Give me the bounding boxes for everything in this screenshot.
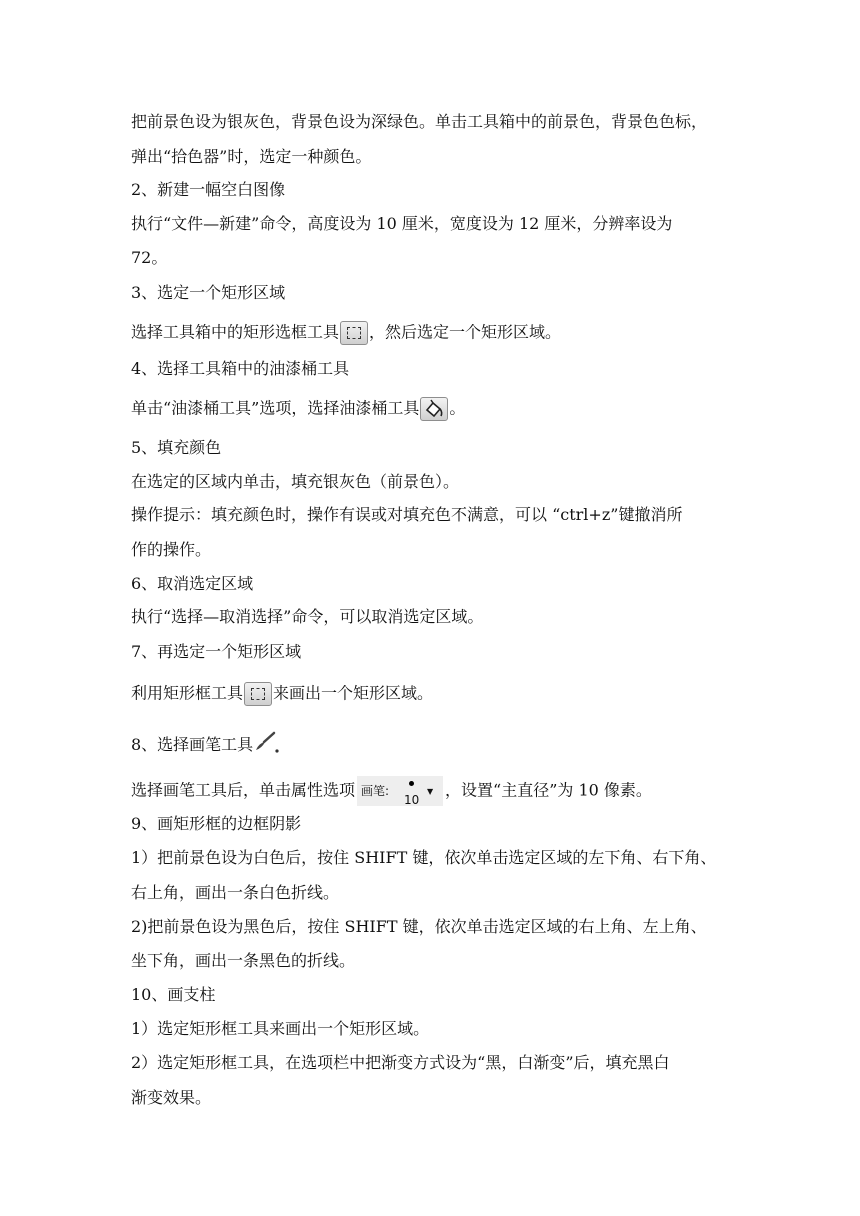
text-line: 执行“文件—新建”命令，高度设为 10 厘米，宽度设为 12 厘米，分辨率设为 <box>131 214 673 233</box>
text-line-with-icon <box>131 776 652 806</box>
text-line: 渐变效果。 <box>131 1088 212 1107</box>
step-heading: 2、新建一幅空白图像 <box>131 180 286 199</box>
step-heading: 5、填充颜色 <box>131 438 222 457</box>
text-line: 在选定的区域内单击，填充银灰色（前景色）。 <box>131 472 460 491</box>
step-heading: 3、选定一个矩形区域 <box>131 283 286 302</box>
rect-marquee-icon <box>340 321 368 345</box>
text-segment: 选择画笔工具后，单击属性选项 <box>131 780 356 800</box>
text-line: 执行“选择—取消选择”命令，可以取消选定区域。 <box>131 607 484 626</box>
step-heading: 7、再选定一个矩形区域 <box>131 642 302 661</box>
text-line: 弹出“拾色器”时，选定一种颜色。 <box>131 147 372 166</box>
text-segment: 利用矩形框工具 <box>131 683 244 703</box>
text-segment: 单击“油漆桶工具”选项，选择油漆桶工具 <box>131 398 420 418</box>
text-line: 72。 <box>131 248 168 267</box>
text-segment: ，然后选定一个矩形区域。 <box>369 322 562 342</box>
text-segment: ，设置“主直径”为 10 像素。 <box>445 780 652 800</box>
step-heading-with-icon <box>131 730 281 761</box>
text-line: 1）把前景色设为白色后，按住 SHIFT 键，依次单击选定区域的左下角、右下角、 <box>131 848 717 867</box>
text-segment: 选择工具箱中的矩形选框工具 <box>131 322 340 342</box>
paint-bucket-icon <box>420 397 448 421</box>
text-line-with-icon <box>131 397 465 421</box>
text-segment: 来画出一个矩形区域。 <box>273 683 434 703</box>
tip-line: 作的操作。 <box>131 540 212 559</box>
step-heading: 9、画矩形框的边框阴影 <box>131 814 302 833</box>
step-heading: 4、选择工具箱中的油漆桶工具 <box>131 359 350 378</box>
step-heading: 10、画支柱 <box>131 985 216 1004</box>
caret-down-icon: ▼ <box>427 787 434 796</box>
rect-marquee-icon <box>244 682 272 706</box>
brush-size-option <box>357 776 443 806</box>
text-line: 1）选定矩形框工具来画出一个矩形区域。 <box>131 1019 430 1038</box>
brush-tip-dot-icon <box>409 781 414 786</box>
text-line: 坐下角，画出一条黑色的折线。 <box>131 951 356 970</box>
text-line: 2）选定矩形框工具，在选项栏中把渐变方式设为“黑，白渐变”后，填充黑白 <box>131 1053 670 1072</box>
step-heading: 6、取消选定区域 <box>131 574 254 593</box>
brush-option-label: 画笔: <box>361 784 390 798</box>
text-line-with-icon <box>131 321 561 345</box>
text-line-with-icon <box>131 682 433 706</box>
brush-icon <box>253 730 281 761</box>
text-line: 把前景色设为银灰色，背景色设为深绿色。单击工具箱中的前景色，背景色色标， <box>131 112 708 131</box>
text-segment: 。 <box>449 398 466 418</box>
text-line: 2)把前景色设为黑色后，按住 SHIFT 键，依次单击选定区域的右上角、左上角、 <box>131 917 707 936</box>
tip-line: 操作提示：填充颜色时，操作有误或对填充色不满意，可以 “ctrl+z”键撤消所 <box>131 505 683 524</box>
text-line: 右上角，画出一条白色折线。 <box>131 883 340 902</box>
brush-size-value: 10 <box>404 793 420 807</box>
text-segment: 8、选择画笔工具 <box>131 735 254 754</box>
